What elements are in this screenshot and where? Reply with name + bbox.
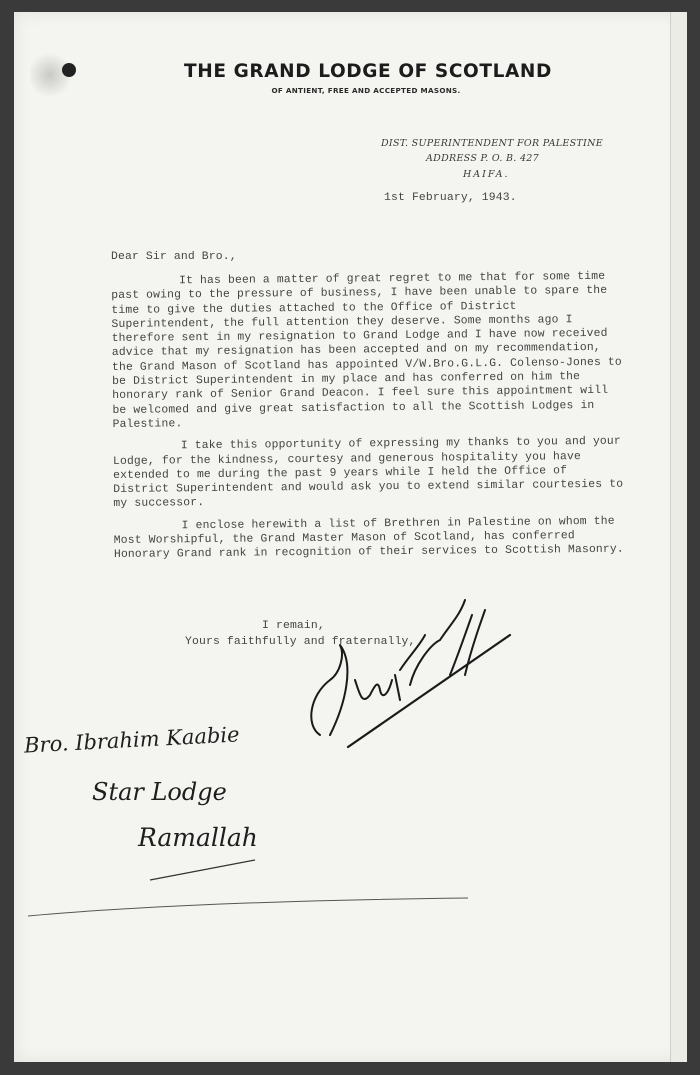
paragraph: I enclose herewith a list of Brethren in Palestine on whom the Most Worshipful, the Grand Master Mason of Scotland, has conferred Honorary Grand rank in recognition of their services to Scottish Masonry. (113, 515, 624, 562)
address-line-2: ADDRESS P. O. B. 427 (426, 153, 539, 164)
paragraph: I take this opportunity of expressing my thanks to you and your Lodge, for the kindness, courtesy and generous hospitality you have extended to me during the past 9 years while I held the Office of District Superintendent and would ask you to extend similar courtesies to my successor. (112, 435, 624, 511)
letter-date: 1st February, 1943. (384, 192, 517, 204)
salutation: Dear Sir and Bro., (111, 251, 237, 263)
letterhead-title: THE GRAND LODGE OF SCOTLAND (184, 61, 552, 82)
address-line-3: HAIFA. (463, 169, 510, 180)
handwritten-lodge: Star Lodge (92, 778, 227, 806)
address-line-1: DIST. SUPERINTENDENT FOR PALESTINE (381, 138, 603, 149)
handwritten-recipient: Bro. Ibrahim Kaabie (23, 722, 241, 758)
closing: I remain, (262, 620, 325, 632)
letterhead-subtitle: OF ANTIENT, FREE AND ACCEPTED MASONS. (271, 86, 461, 95)
complimentary-close: Yours faithfully and fraternally, (185, 636, 416, 648)
handwritten-town: Ramallah (138, 823, 258, 852)
paragraph: It has been a matter of great regret to me that for some time past owing to the pressure of business, I have been unable to spare the time to give the duties attached to the Office of District Superintendent, the full attention they deserve. Some months ago I therefore sent in my resignation to Grand Lodge and I have now received advice that my resignation has been accepted and on my recommendation, the Grand Mason of Scotland has appointed V/W.Bro.G.L.G. Colenso-Jones to be District Superintendent in my place and has conferred on him the honorary rank of Senior Grand Deacon. I feel sure this appointment will be welcomed and give great satisfaction to all the Scottish Lodges in Palestine. (111, 270, 622, 431)
